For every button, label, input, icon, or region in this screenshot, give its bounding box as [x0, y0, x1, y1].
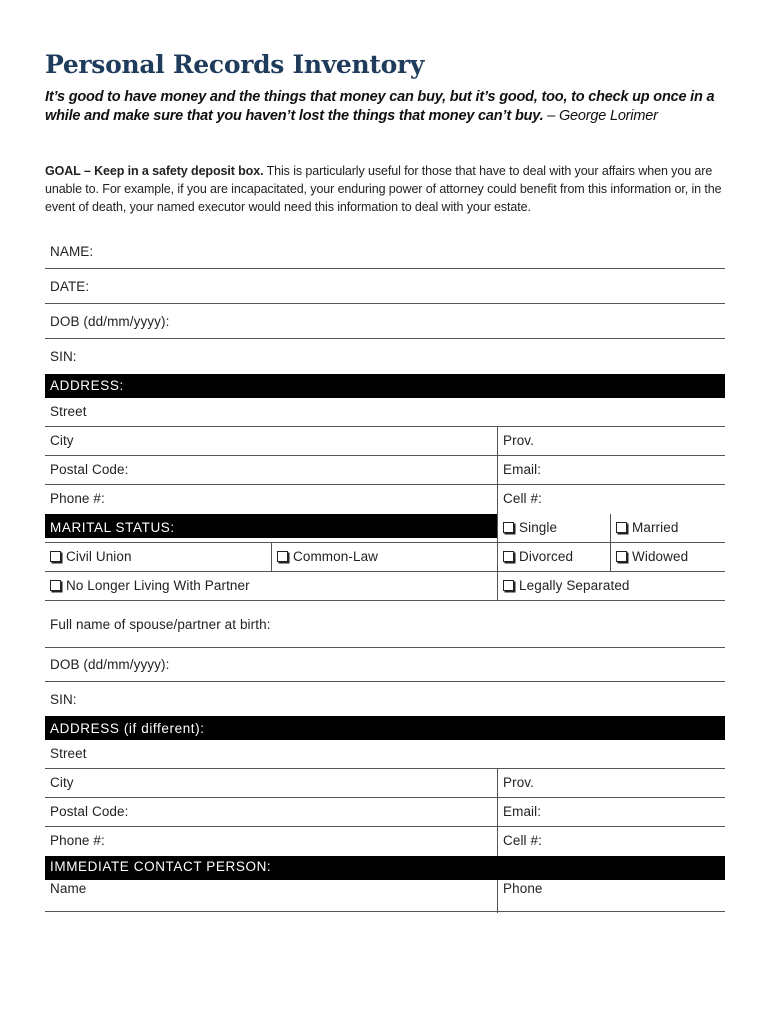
checkbox-icon[interactable] — [50, 580, 61, 591]
quote — [45, 88, 735, 126]
contact-field-line[interactable] — [45, 911, 725, 912]
marital-row-line-1 — [45, 542, 725, 543]
contact-phone-label: Phone — [503, 881, 543, 896]
sin-label: SIN: — [50, 349, 77, 364]
spouse-dob-label: DOB (dd/mm/yyyy): — [50, 657, 170, 672]
address2-column-divider — [497, 768, 498, 856]
checkbox-icon[interactable] — [616, 551, 627, 562]
prov-label: Prov. — [503, 433, 535, 448]
address-heading-bar — [45, 374, 725, 398]
phone-label: Phone #: — [50, 491, 105, 506]
address-column-divider — [497, 426, 498, 514]
postal-field-line[interactable] — [45, 484, 725, 485]
contact-column-divider — [497, 880, 498, 913]
city-field-line[interactable] — [45, 455, 725, 456]
married-option[interactable]: Married — [616, 520, 678, 535]
widowed-option[interactable]: Widowed — [616, 549, 688, 564]
email2-label: Email: — [503, 804, 542, 819]
legally-separated-option[interactable]: Legally Separated — [503, 578, 630, 593]
marital-column-divider-2 — [610, 514, 611, 572]
marital-row-line-3 — [45, 600, 725, 601]
marital-heading: MARITAL STATUS: — [50, 520, 175, 535]
date-field-line[interactable] — [45, 303, 725, 304]
divorced-option[interactable]: Divorced — [503, 549, 573, 564]
spouse-name-label: Full name of spouse/partner at birth: — [50, 617, 271, 632]
city-label: City — [50, 433, 74, 448]
spouse-name-field-line[interactable] — [45, 647, 725, 648]
address-heading: ADDRESS: — [50, 378, 124, 393]
goal-text: This is particularly useful for those that have to deal with your affairs when you are unable to. For example, if you are incapacitated, your enduring power of attorney could benefit from this information or, in the event of death, your named executor would need this information to deal with your estate. — [45, 164, 722, 214]
cell2-label: Cell #: — [503, 833, 542, 848]
common-law-option[interactable]: Common-Law — [277, 549, 378, 564]
marital-column-divider-3 — [271, 543, 272, 572]
quote-text: It’s good to have money and the things that money can buy, but it’s good, too, to check up once in a while and make sure that you haven’t lost the things that money can’t buy. — [45, 89, 715, 124]
name-label: NAME: — [50, 244, 94, 259]
single-option[interactable]: Single — [503, 520, 557, 535]
city2-label: City — [50, 775, 74, 790]
dob-label: DOB (dd/mm/yyyy): — [50, 314, 170, 329]
prov2-label: Prov. — [503, 775, 535, 790]
spouse-sin-label: SIN: — [50, 692, 77, 707]
goal-paragraph — [45, 162, 735, 216]
civil-union-option[interactable]: Civil Union — [50, 549, 132, 564]
postal-label: Postal Code: — [50, 462, 129, 477]
contact-heading: IMMEDIATE CONTACT PERSON: — [50, 859, 272, 874]
dob-field-line[interactable] — [45, 338, 725, 339]
email-label: Email: — [503, 462, 542, 477]
checkbox-icon[interactable] — [503, 580, 514, 591]
checkbox-icon[interactable] — [503, 551, 514, 562]
phone2-label: Phone #: — [50, 833, 105, 848]
goal-heading: GOAL – Keep in a safety deposit box. — [45, 164, 264, 178]
marital-row-line-2 — [45, 571, 725, 572]
contact-name-label: Name — [50, 881, 87, 896]
marital-column-divider — [497, 514, 498, 601]
name-field-line[interactable] — [45, 268, 725, 269]
street2-label: Street — [50, 746, 87, 761]
no-longer-living-option[interactable]: No Longer Living With Partner — [50, 578, 250, 593]
postal2-field-line[interactable] — [45, 826, 725, 827]
street2-field-line[interactable] — [45, 768, 725, 769]
address2-heading: ADDRESS (if different): — [50, 721, 205, 736]
city2-field-line[interactable] — [45, 797, 725, 798]
checkbox-icon[interactable] — [50, 551, 61, 562]
date-label: DATE: — [50, 279, 90, 294]
checkbox-icon[interactable] — [503, 522, 514, 533]
street-label: Street — [50, 404, 87, 419]
checkbox-icon[interactable] — [277, 551, 288, 562]
checkbox-icon[interactable] — [616, 522, 627, 533]
street-field-line[interactable] — [45, 426, 725, 427]
cell-label: Cell #: — [503, 491, 542, 506]
quote-author: – George Lorimer — [547, 108, 658, 124]
page-title: Personal Records Inventory — [45, 50, 425, 79]
postal2-label: Postal Code: — [50, 804, 129, 819]
spouse-dob-field-line[interactable] — [45, 681, 725, 682]
